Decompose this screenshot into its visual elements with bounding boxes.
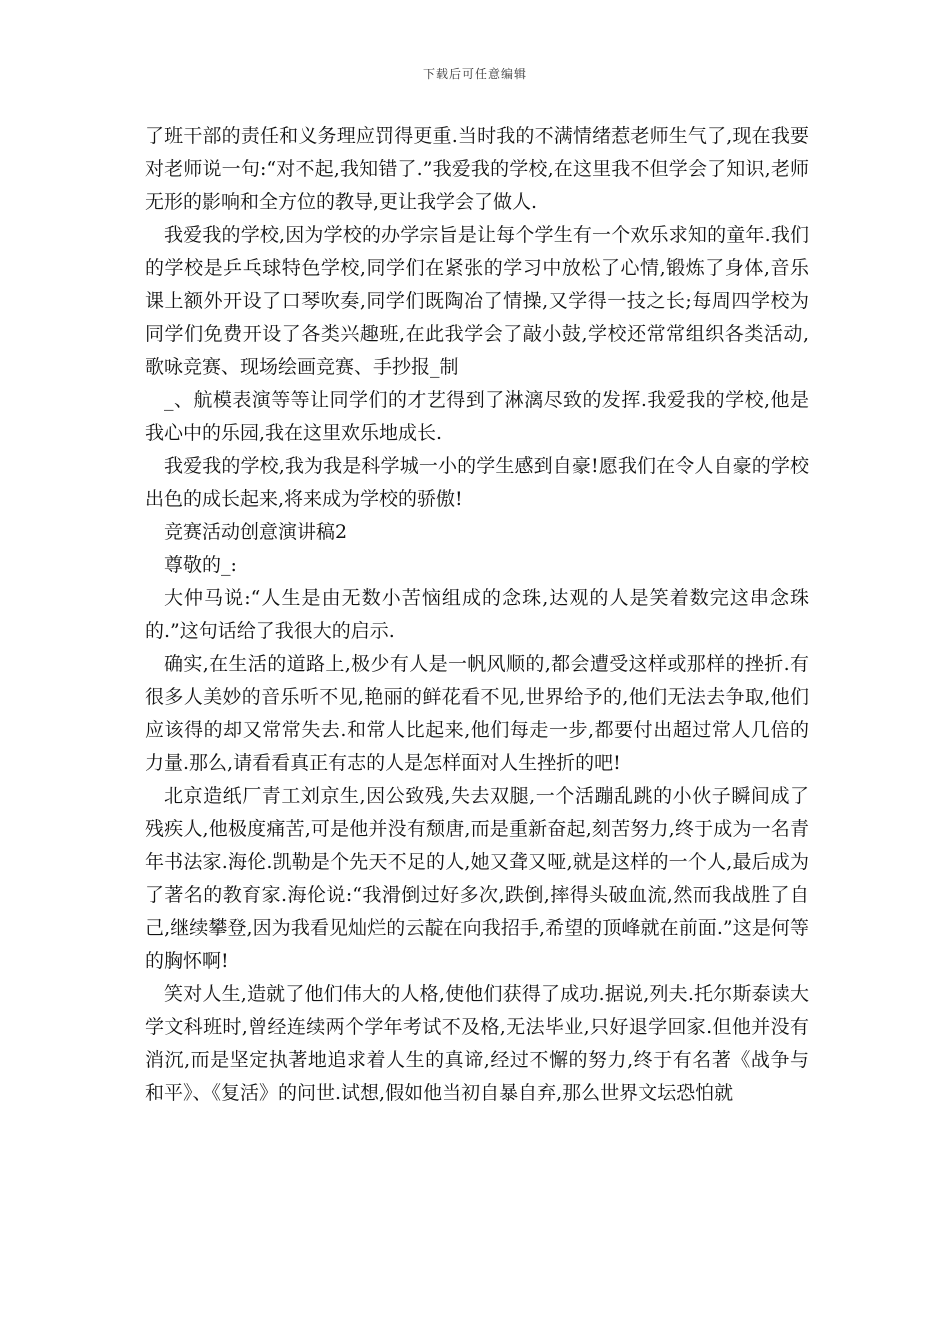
document-body: [145, 120, 809, 1110]
page-header: 下载后可任意编辑: [422, 67, 527, 81]
paragraph: 我爱我的学校,我为我是科学城一小的学生感到自豪!愿我们在令人自豪的学校出色的成长起来,将来成为学校的骄傲!: [145, 455, 809, 510]
paragraph: 了班干部的责任和义务理应罚得更重.当时我的不满情绪惹老师生气了,现在我要对老师说一句:“对不起,我知错了.”我爱我的学校,在这里我不但学会了知识,老师无形的影响和全方位的教导,更让我学会了做人.: [145, 125, 809, 213]
section-heading: 竞赛活动创意演讲稿2: [164, 521, 348, 543]
paragraph: 大仲马说:“人生是由无数小苦恼组成的念珠,达观的人是笑着数完这串念珠的.”这句话给了我很大的启示.: [145, 587, 809, 642]
paragraph: 我爱我的学校,因为学校的办学宗旨是让每个学生有一个欢乐求知的童年.我们的学校是乒乓球特色学校,同学们在紧张的学习中放松了心情,锻炼了身体,音乐课上额外开设了口琴吹奏,同学们既陶冶了情操,又学得一技之长;每周四学校为同学们免费开设了各类兴趣班,在此我学会了敲小鼓,学校还常常组织各类活动,歌咏竞赛、现场绘画竞赛、手抄报_制: [145, 224, 809, 378]
paragraph: _、航模表演等等让同学们的才艺得到了淋漓尽致的发挥.我爱我的学校,他是我心中的乐园,我在这里欢乐地成长.: [145, 389, 809, 444]
paragraph: 确实,在生活的道路上,极少有人是一帆风顺的,都会遭受这样或那样的挫折.有很多人美妙的音乐听不见,艳丽的鲜花看不见,世界给予的,他们无法去争取,他们应该得的却又常常失去.和常人比起来,他们每走一步,都要付出超过常人几倍的力量.那么,请看看真正有志的人是怎样面对人生挫折的吧!: [145, 653, 809, 774]
paragraph: 北京造纸厂青工刘京生,因公致残,失去双腿,一个活蹦乱跳的小伙子瞬间成了残疾人,他极度痛苦,可是他并没有颓唐,而是重新奋起,刻苦努力,终于成为一名青年书法家.海伦.凯勒是个先天不足的人,她又聋又哑,就是这样的一个人,最后成为了著名的教育家.海伦说:“我滑倒过好多次,跌倒,摔得头破血流,然而我战胜了自己,继续攀登,因为我看见灿烂的云靛在向我招手,希望的顶峰就在前面.”这是何等的胸怀啊!: [145, 785, 809, 972]
paragraph: 笑对人生,造就了他们伟大的人格,使他们获得了成功.据说,列夫.托尔斯泰读大学文科班时,曾经连续两个学年考试不及格,无法毕业,只好退学回家.但他并没有消沉,而是坚定执著地追求着人生的真谛,经过不懈的努力,终于有名著《战争与和平》、《复活》的问世.试想,假如他当初自暴自弃,那么世界文坛恐怕就: [145, 983, 809, 1104]
salutation: 尊敬的_:: [164, 554, 237, 576]
